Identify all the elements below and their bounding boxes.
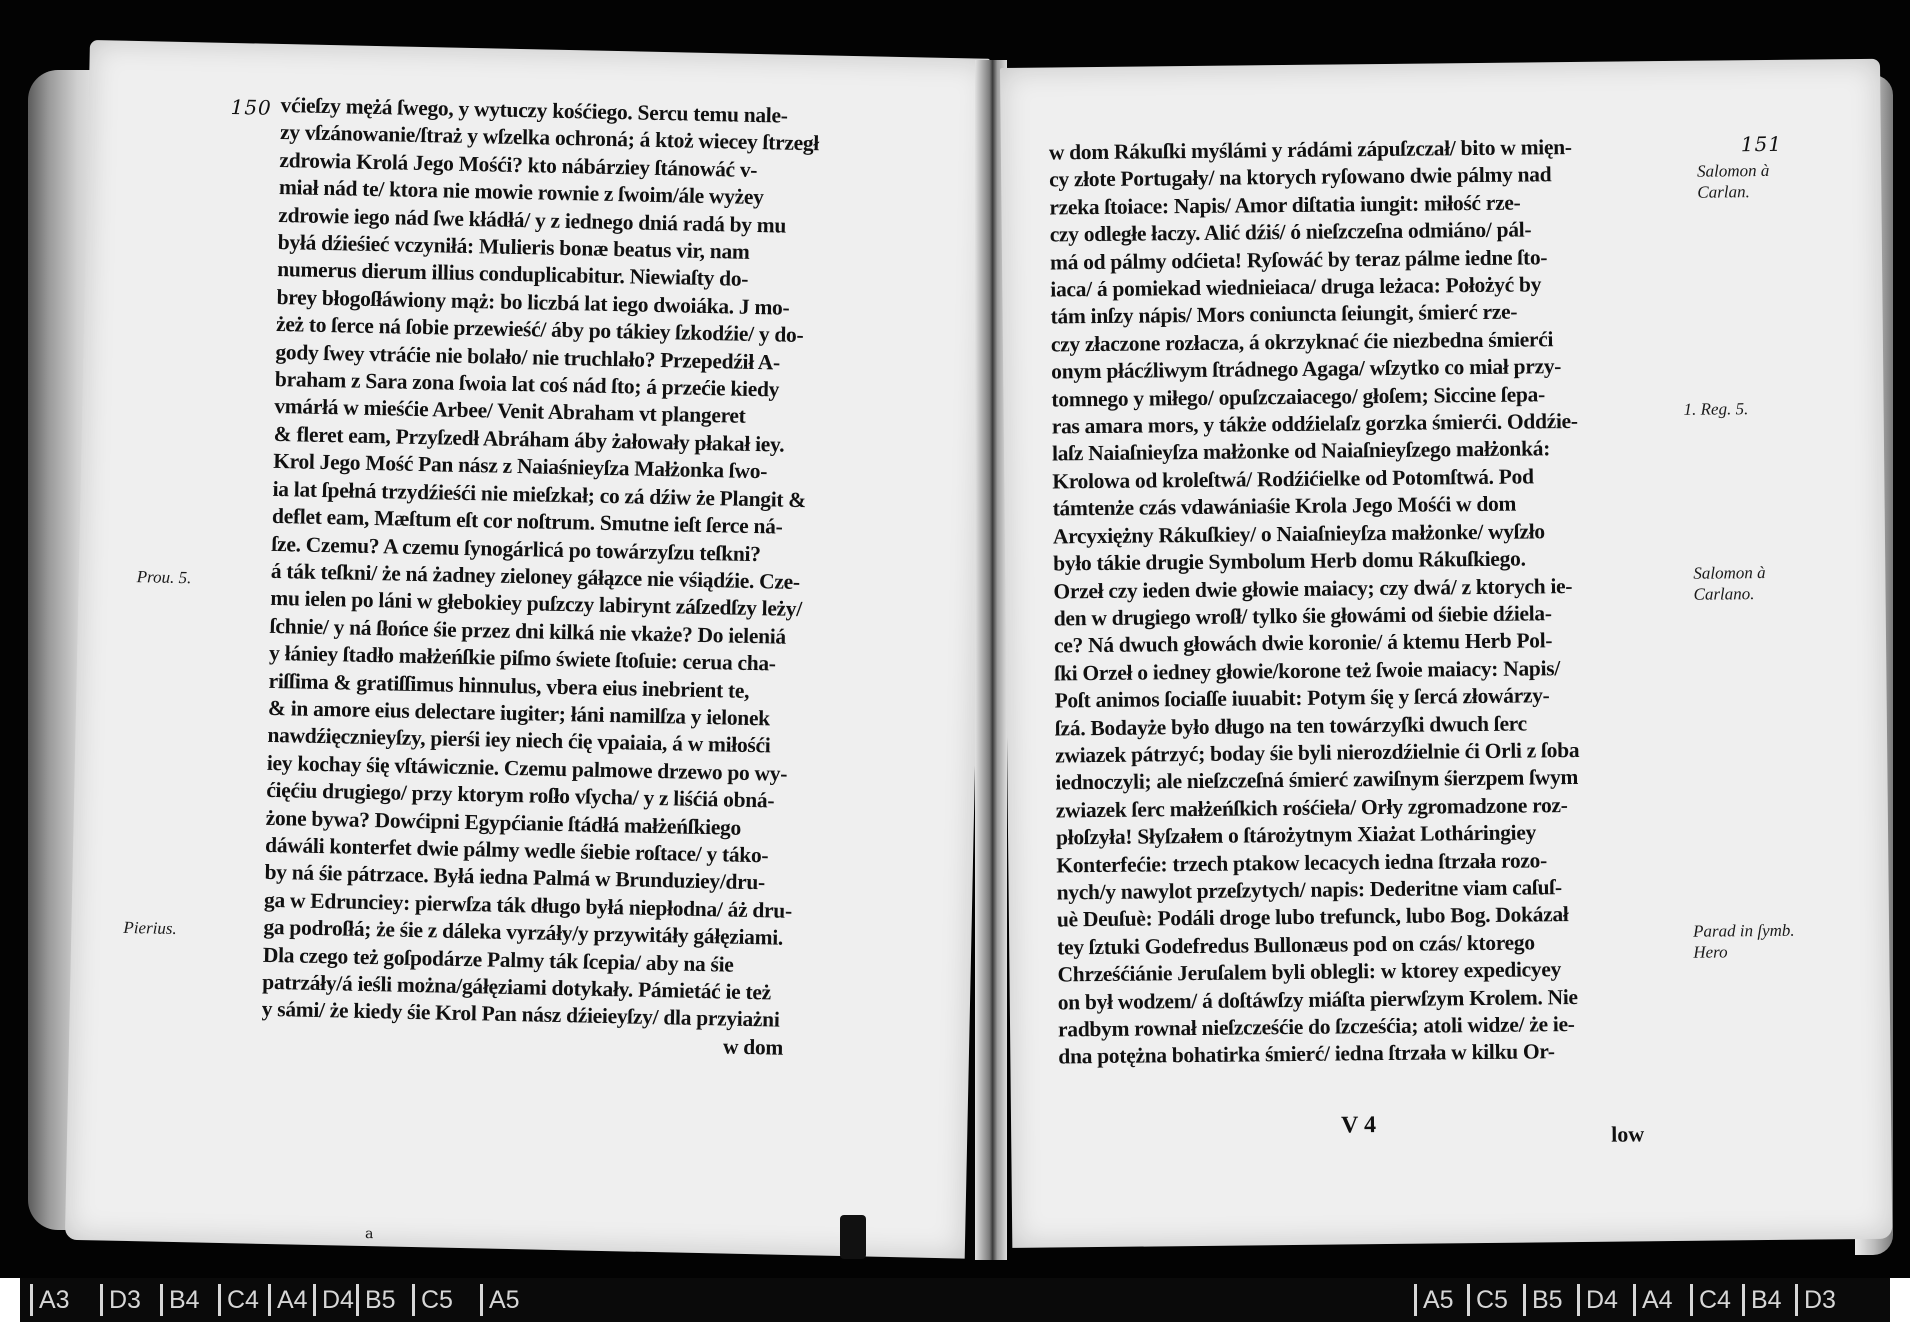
right-page-line: tomnego y miłego/ opuſzczaiacego/ głoſem; Siccine ſepa- [1051, 381, 1546, 412]
left-page-line: żeż to ſerce ná ſobie przewieść/ áby po tákiey ſzkodźie/ y do- [275, 312, 804, 348]
right-page-line: czy złaczone rozłacza, á okrzyknać ćie niezbedna śmierći [1050, 327, 1554, 357]
left-page-signature: a [364, 1226, 374, 1243]
right-margin-note-1: Salomon à Carlan. [1697, 160, 1770, 202]
left-page-line: & fleret eam, Przyſzedł Abráham áby żałowały płakał iey. [273, 421, 785, 457]
left-page-line: ſchnie/ y ná ſłońce śie przez dni kilká nie vkaże? Do ieleniá [269, 613, 787, 649]
left-page-line: żone bywa? Dowćipni Egypćianie ſtádłá małżeńſkiego [265, 805, 742, 840]
right-margin-note-4: Parad in ſymb. Hero [1692, 920, 1795, 962]
left-page-catchword: w dom [722, 1034, 784, 1060]
right-page-line: Chrześćiánie Jeruſalem byli oblegli: w ktorey expedicyey [1057, 957, 1562, 987]
right-page-catchword: low [1611, 1121, 1645, 1147]
left-page-line: nawdźięcznieyſzy, pierśi iey niech ćię vpaiaia, á w miłośći [267, 723, 771, 758]
left-page-line: vćieſzy mężá ſwego, y wytuczy kośćiego. Sercu temu nale- [280, 93, 788, 128]
right-page-line: Orzeł czy ieden dwie głowie maiacy; czy dwá/ z ktorych ie- [1053, 573, 1573, 603]
left-page-line: iey kochay śię vſtáwicznie. Czemu palmowe drzewo po wy- [266, 750, 788, 786]
bar-right-label: A4 [1633, 1284, 1673, 1316]
left-page-line: ia lat ſpełná trzydźieśći nie mieſzkał; co zá dźiw że Plangit & [272, 476, 807, 512]
left-page-line: byłá dźieśieć vczyniłá: Mulieris bonæ beatus vir, nam [277, 230, 750, 264]
right-page-line: laſz Naiaſnieyſza małżonke od Naiaſnieyſzego małżonká: [1051, 436, 1551, 466]
ink-blot [840, 1215, 866, 1259]
right-page-line: radbym rownał nieſzcześćie do ſzcześćia; atoli widze/ że ie- [1057, 1012, 1575, 1042]
left-page-text [261, 92, 820, 1062]
left-page-line: dáwáli konterfet dwie pálmy wedle śiebie roſtace/ y táko- [264, 832, 769, 868]
right-page-line: Konterfećie: trzech ptakow lecacych iedna ſtrzała rozo- [1056, 847, 1548, 878]
right-page-line: czy odległe łaczy. Alić dźiś/ ó nieſzczeſna odmiáno/ pál- [1049, 217, 1532, 247]
right-page-line: tám inſzy nápis/ Mors coniuncta ſeiungit, śmierć rze- [1050, 300, 1518, 329]
left-margin-note-2: Pierius. [123, 917, 177, 939]
left-page-line: numerus dierum illius conduplicabitur. Niewiaſty do- [276, 257, 749, 292]
left-page-line: y łániey ſtadło małżeńſkie piſmo świete ſtoſuie: cerua cha- [268, 641, 776, 676]
right-page-line: onym płácźliwym ſtrádnego Agaga/ wſzytko co miał przy- [1051, 354, 1562, 384]
right-page-line: dna potężna bohatirka śmierć/ iedna ſtrzała w kilku Or- [1058, 1039, 1555, 1069]
left-page-line: gody ſwey vtráćie nie bolało/ nie truchlało? Przepedźił A- [275, 339, 781, 375]
left-margin-note-1: Prou. 5. [136, 567, 192, 588]
left-page-line: miał nád te/ ktora nie mowie rownie z ſwoim/ále wyżey [278, 175, 764, 210]
right-page-line: Poſt animos ſociaſſe iuuabit: Potym śię y ſercá złowárzy- [1054, 683, 1550, 713]
left-page-line: zy vſzánowanie/ſtraż y wſzelka ochroná; á ktoż wiecey ſtrzegł [279, 120, 820, 156]
right-page-line: było tákie drugie Symbolum Herb domu Rákuſkiego. [1053, 546, 1526, 576]
left-page [65, 40, 990, 1259]
right-page-line: uè Deuſuè: Podáli droge lubo trefunck, lubo Bog. Dokázał [1056, 902, 1569, 932]
right-page-signature: V 4 [1340, 1112, 1377, 1139]
left-page-line: ćięćiu drugiego/ przy ktorym roſło vſycha/ y z liśćiá obná- [266, 778, 775, 813]
bar-left-label: B5 [356, 1284, 396, 1316]
right-margin-note-3: Salomon à Carlano. [1693, 563, 1766, 604]
left-page-line: patrzáły/á ieśli można/gáłęziami dotykały. Pámietáć ie też [262, 969, 772, 1005]
bar-left-label: A5 [480, 1284, 520, 1316]
right-margin-note-2: 1. Reg. 5. [1683, 399, 1749, 419]
right-page-line: nych/y nawylot przeſzytych/ napis: Dederitne viam caſuſ- [1056, 875, 1562, 905]
right-page-line: płoſzyła! Słyſzałem o ſtárożytnym Xiażat Lotháringiey [1055, 820, 1537, 850]
left-page-line: vmárłá w mieśćie Arbee/ Venit Abraham vt plangeret [274, 394, 746, 429]
right-page-number: 151 [1740, 131, 1783, 157]
right-page-line: má od pálmy odćieta! Ryſowáć by teraz pálme iedne ſto- [1049, 244, 1548, 275]
left-page-line: á ták teſkni/ że ná żadney zieloney gáłązce nie vśiądźie. Cze- [270, 558, 801, 594]
bar-right-label: C4 [1690, 1284, 1731, 1316]
right-page [1000, 59, 1892, 1248]
right-page-line: zwiazek pátrzyć; boday śie byli nierozdźielnie ći Orli z ſoba [1055, 737, 1580, 768]
left-page-number: 150 [230, 94, 273, 120]
bar-left-label: D3 [100, 1284, 141, 1316]
left-page-line: zdrowia Krolá Jego Mośći? kto nábárziey ſtánowáć v- [279, 147, 758, 182]
left-page-line: brey błogoſłáwiony mąż: bo liczbá lat iego dwoiáka. J mo- [276, 284, 790, 320]
left-page-line: ga podroſłá; że śie z dáleka vyrzáły/y przywitáły gáłęziami. [263, 915, 784, 950]
bar-right-label: D3 [1795, 1284, 1836, 1316]
left-page-line: mu ielen po láni w głebokiey puſzczy labirynt záſzedſzy leży/ [270, 586, 803, 622]
right-page-text [1049, 133, 1639, 1071]
bar-left-label: D4 [313, 1284, 354, 1316]
left-page-line: riſſima & gratiſſimus hinnulus, vbera eius inebrient te, [268, 668, 750, 703]
right-page-line: iaca/ á pomiekad wiednieiaca/ druga leżaca: Położyć by [1050, 272, 1542, 302]
bar-left-label: C4 [218, 1284, 259, 1316]
color-calibration-bar [0, 1278, 1910, 1322]
right-page-line: den w drugiego wroſł/ tylko śie głowámi od śiebie dźiela- [1053, 601, 1552, 631]
bar-notch-right [1890, 1278, 1910, 1322]
bar-right-label: B5 [1523, 1284, 1563, 1316]
left-page-line: deflet eam, Mæſtum eſt cor noſtrum. Smutne ieſt ſerce ná- [271, 504, 783, 539]
left-page-line: Dla czego też goſpodárze Palmy ták ſcepia/ aby na śie [262, 942, 734, 977]
right-page-line: tey ſztuki Godefredus Bullonæus pod on czás/ ktorego [1057, 930, 1535, 960]
right-page-line: w dom Rákuſki myślámi y rádámi zápuſzczał/ bito w mięn- [1048, 135, 1572, 165]
left-page-line: Krol Jego Mość Pan nász z Naiaśnieyſza Małżonka ſwo- [272, 449, 768, 484]
left-page-line: ga w Edrunciey: pierwſza ták długo byłá niepłodna/ áż dru- [263, 887, 793, 923]
bar-right-label: A5 [1414, 1284, 1454, 1316]
right-page-line: Krolowa od kroleſtwá/ Rodźićielke od Potomſtwá. Pod [1052, 464, 1534, 494]
right-page-line: Arcyxiężny Rákuſkiey/ o Naiaſnieyſza małżonke/ wyſzło [1052, 519, 1545, 549]
left-page-line: ſze. Czemu? A czemu ſynogárlicá po towárzyſzu teſkni? [271, 531, 761, 566]
left-page-line: braham z Sara zona ſwoia lat coś nád ſto; á przećie kiedy [274, 367, 780, 402]
right-page-line: on był wodzem/ á doſtáwſzy miáſta pierwſzym Krolem. Nie [1057, 984, 1578, 1015]
right-page-line: ce? Ná dwuch głowách dwie koronie/ á ktemu Herb Pol- [1053, 628, 1553, 658]
left-page-line: by ná śie pátrzace. Byłá iedna Palmá w Brunduziey/dru- [264, 860, 766, 895]
left-page-line: y sámi/ że kiedy śie Krol Pan nász dźieieyſzy/ dla przyiażni [261, 997, 780, 1033]
bar-left-label: C5 [412, 1284, 453, 1316]
right-page-line: ſzá. Bodayże było długo na ten towárzyſki dwuch ſerc [1054, 711, 1527, 740]
bar-notch-left [0, 1278, 20, 1322]
right-page-line: zwiazek ſerc małżeńſkich rośćieła/ Orły zgromadzone roz- [1055, 792, 1568, 823]
bar-left-label: A4 [268, 1284, 308, 1316]
bar-left-label: A3 [30, 1284, 70, 1316]
right-page-line: támtenże czás vdawániaśie Krola Jego Mośći w dom [1052, 491, 1517, 521]
left-page-line: zdrowie iego nád ſwe kłádłá/ y z iednego dniá radá by mu [278, 202, 787, 238]
right-page-line: iednoczyli; ale nieſzczeſná śmierć zawiſnym śierzpem ſwym [1055, 765, 1579, 795]
right-page-line: ras amara mors, y tákże oddźielaſz gorzka śmierći. Oddźie- [1051, 409, 1578, 439]
bar-right-label: B4 [1742, 1284, 1782, 1316]
right-page-line: rzeka ſtoiace: Napis/ Amor diſtatia iungit: miłość rze- [1049, 190, 1521, 220]
bar-right-label: C5 [1467, 1284, 1508, 1316]
bar-left-label: B4 [160, 1284, 200, 1316]
left-page-line: & in amore eius delectare iugiter; łáni namilſza y ielonek [267, 695, 771, 731]
right-page-line: cy złote Portugały/ na ktorych ryſowano dwie pálmy nad [1049, 162, 1552, 192]
right-page-line: ſki Orzeł o iedney głowie/korone też ſwoie maiacy: Napis/ [1054, 655, 1561, 686]
bar-right-label: D4 [1577, 1284, 1618, 1316]
